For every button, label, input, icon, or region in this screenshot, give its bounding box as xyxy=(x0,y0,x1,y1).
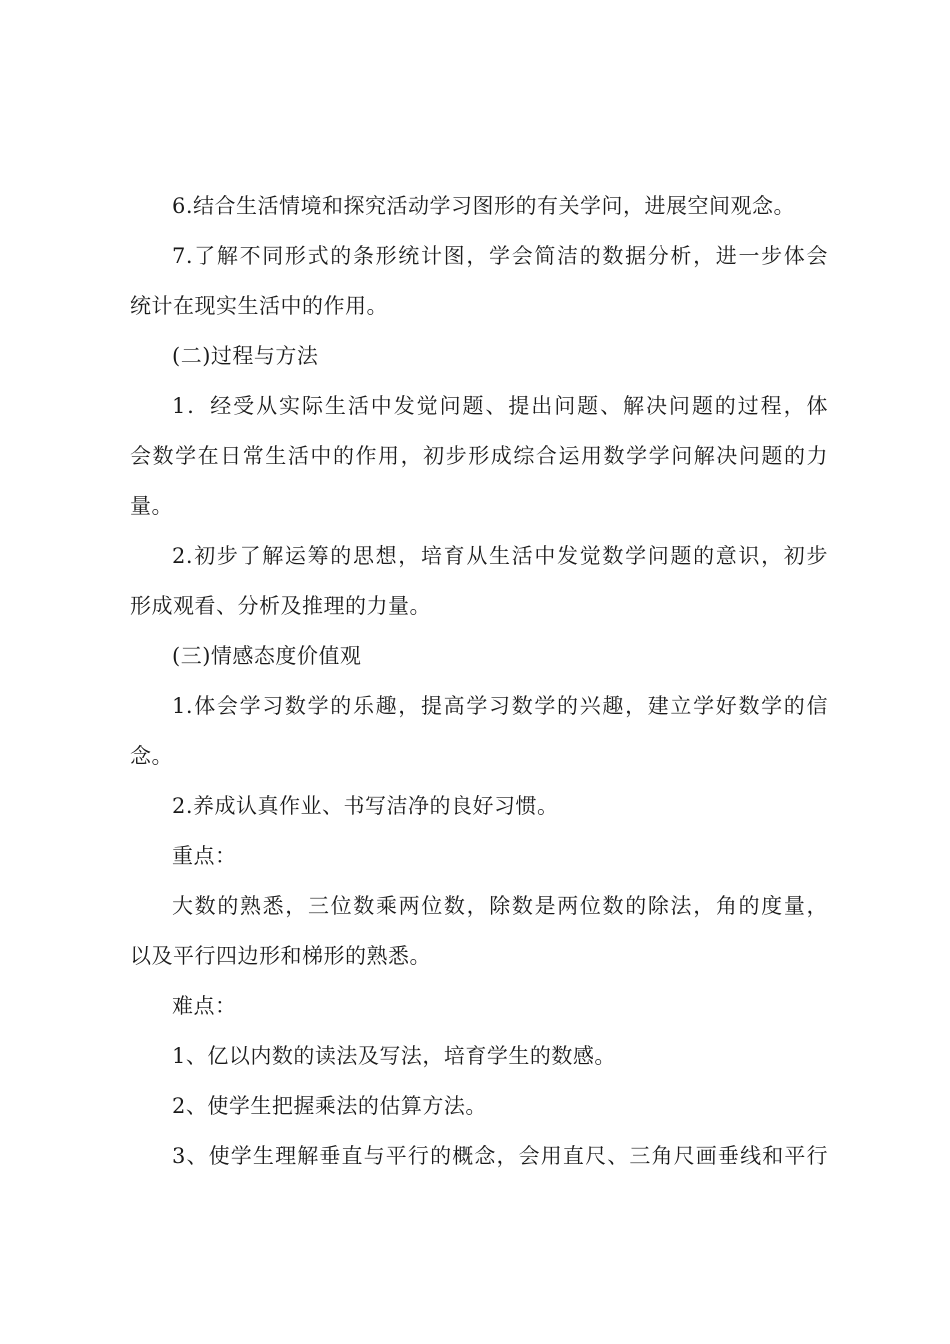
section-heading: (三)情感态度价值观 xyxy=(172,644,362,668)
text-line: 3、使学生理解垂直与平行的概念，会用直尺、三角尺画垂线和平行 xyxy=(172,1144,828,1168)
text-line: 统计在现实生活中的作用。 xyxy=(130,294,388,318)
text-line: 6.结合生活情境和探究活动学习图形的有关学问，进展空间观念。 xyxy=(172,194,796,218)
text-line: 1．经受从实际生活中发觉问题、提出问题、解决问题的过程，体 xyxy=(172,394,828,418)
text-line: 1.体会学习数学的乐趣，提高学习数学的兴趣，建立学好数学的信 xyxy=(172,694,828,718)
text-line: 会数学在日常生活中的作用，初步形成综合运用数学学问解决问题的力 xyxy=(130,444,828,468)
section-heading: 重点： xyxy=(172,844,237,868)
text-line: 以及平行四边形和梯形的熟悉。 xyxy=(130,944,431,968)
text-line: 7.了解不同形式的条形统计图，学会简洁的数据分析，进一步体会 xyxy=(172,244,828,268)
text-line: 量。 xyxy=(130,494,173,518)
text-line: 1、亿以内数的读法及写法，培育学生的数感。 xyxy=(172,1044,616,1068)
section-heading: 难点： xyxy=(172,994,237,1018)
text-line: 2.养成认真作业、书写洁净的良好习惯。 xyxy=(172,794,559,818)
text-line: 2.初步了解运筹的思想，培育从生活中发觉数学问题的意识，初步 xyxy=(172,544,828,568)
text-line: 念。 xyxy=(130,744,173,768)
text-line: 形成观看、分析及推理的力量。 xyxy=(130,594,431,618)
text-line: 2、使学生把握乘法的估算方法。 xyxy=(172,1094,487,1118)
section-heading: (二)过程与方法 xyxy=(172,344,319,368)
text-line: 大数的熟悉，三位数乘两位数，除数是两位数的除法，角的度量， xyxy=(172,894,828,918)
